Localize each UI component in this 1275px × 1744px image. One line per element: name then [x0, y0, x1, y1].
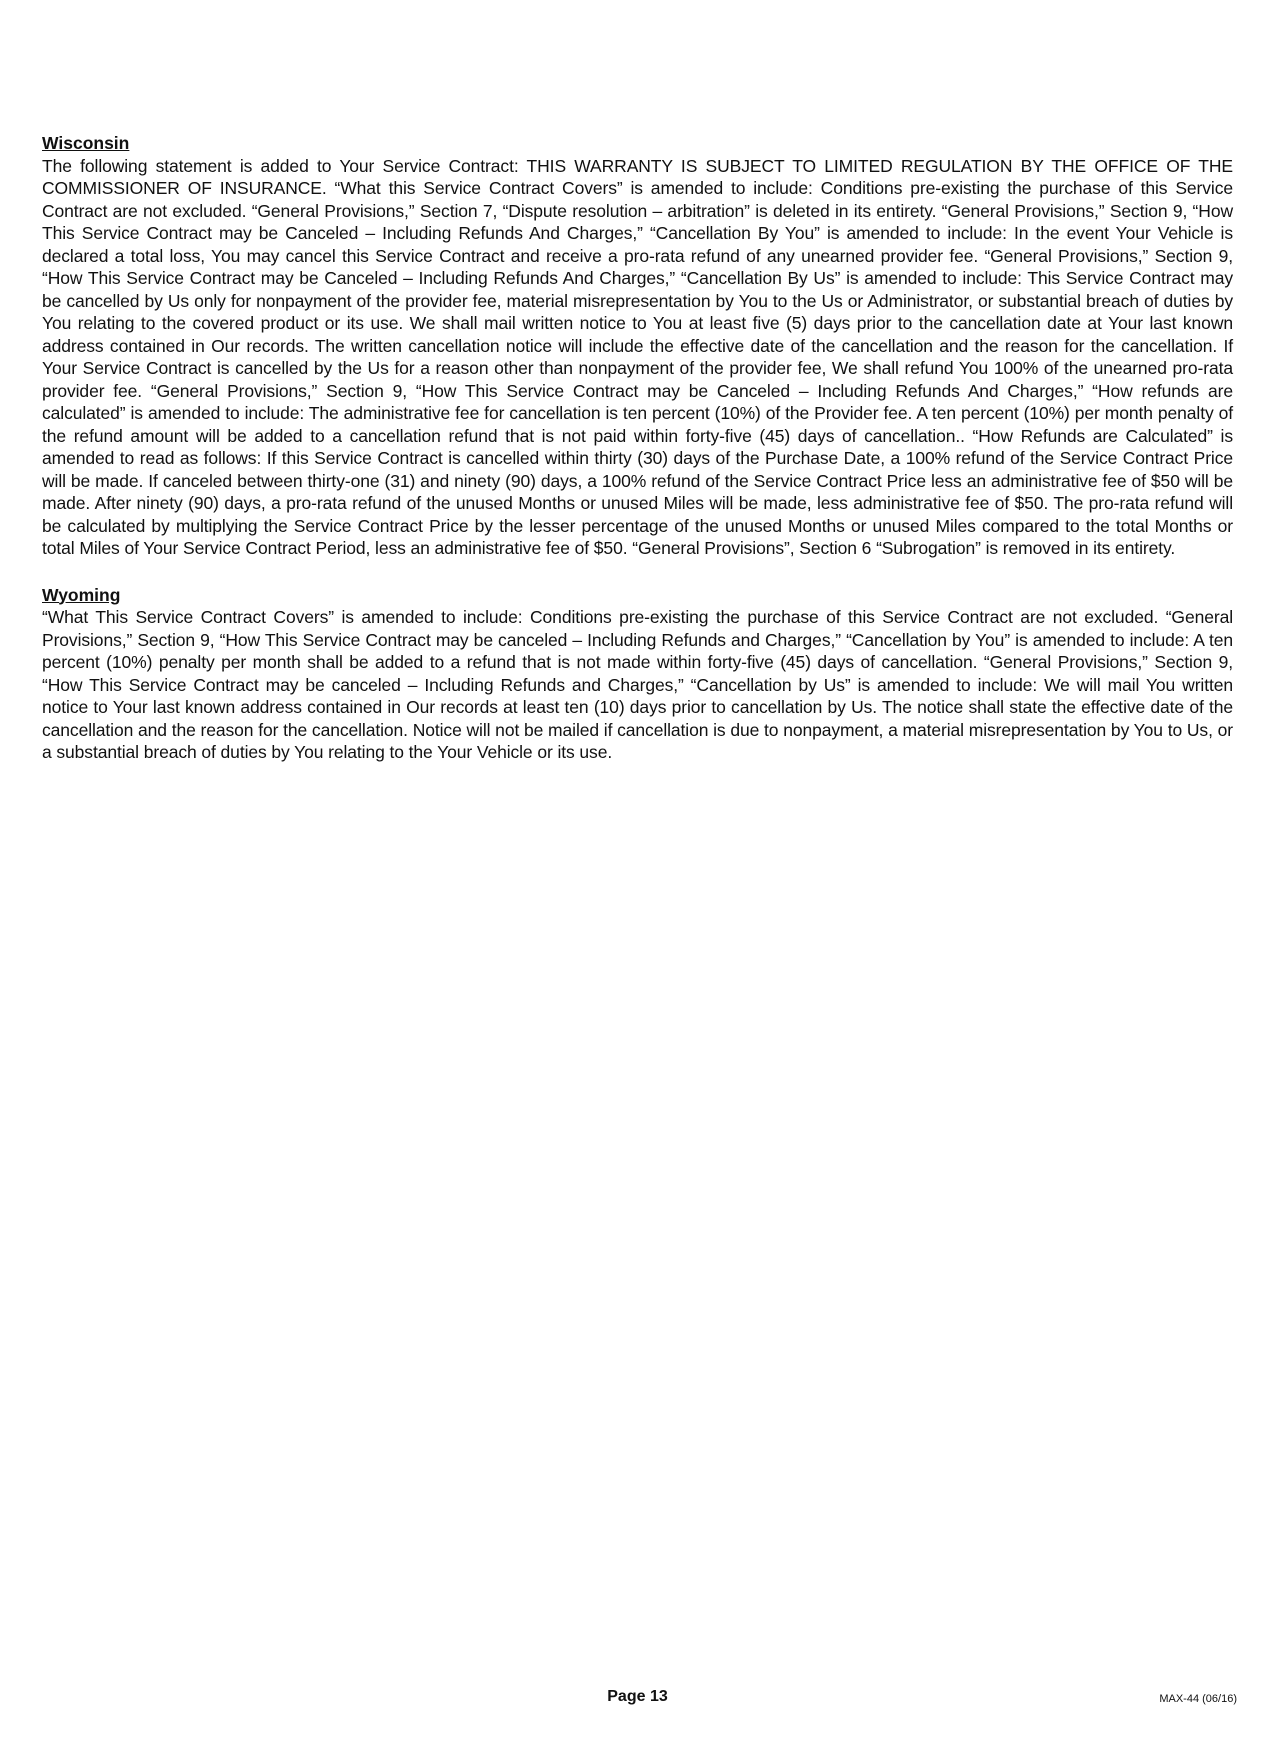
form-code: MAX-44 (06/16) — [1159, 1693, 1237, 1705]
document-content — [42, 132, 1233, 788]
page-number: Page 13 — [607, 1688, 668, 1705]
section-body: The following statement is added to Your Service Contract: THIS WARRANTY IS SUBJECT TO LIMITED REGULATION BY THE OFFICE OF THE COMMISSIONER OF INSURANCE. “What this Service Contract Covers” is amended to include: Conditions pre-existing the purchase of this Service Contract are not excluded. “General Provisions,” Section 7, “Dispute resolution – arbitration” is deleted in its entirety. “General Provisions,” Section 9, “How This Service Contract may be Canceled – Including Refunds And Charges,” “Cancellation By You” is amended to include: In the event Your Vehicle is declared a total loss, You may cancel this Service Contract and receive a pro-rata refund of any unearned provider fee. “General Provisions,” Section 9, “How This Service Contract may be Canceled – Including Refunds And Charges,” “Cancellation By Us” is amended to include: This Service Contract may be cancelled by Us only for nonpayment of the provider fee, material misrepresentation by You to the Us or Administrator, or substantial breach of duties by You relating to the covered product or its use. We shall mail written notice to You at least five (5) days prior to the cancellation date at Your last known address contained in Our records. The written cancellation notice will include the effective date of the cancellation and the reason for the cancellation. If Your Service Contract is cancelled by the Us for a reason other than nonpayment of the provider fee, We shall refund You 100% of the unearned pro-rata provider fee. “General Provisions,” Section 9, “How This Service Contract may be Canceled – Including Refunds And Charges,” “How refunds are calculated” is amended to include: The administrative fee for cancellation is ten percent (10%) of the Provider fee. A ten percent (10%) per month penalty of the refund amount will be added to a cancellation refund that is not paid within forty-five (45) days of cancellation.. “How Refunds are Calculated” is amended to read as follows: If this Service Contract is cancelled within thirty (30) days of the Purchase Date, a 100% refund of the Service Contract Price will be made. If canceled between thirty-one (31) and ninety (90) days, a 100% refund of the Service Contract Price less an administrative fee of $50 will be made. After ninety (90) days, a pro-rata refund of the unused Months or unused Miles will be made, less administrative fee of $50. The pro-rata refund will be calculated by multiplying the Service Contract Price by the lesser percentage of the unused Months or unused Miles compared to the total Months or total Miles of Your Service Contract Period, less an administrative fee of $50. “General Provisions”, Section 6 “Subrogation” is removed in its entirety. — [42, 155, 1233, 558]
section-heading: Wyoming — [42, 584, 121, 605]
section-heading: Wisconsin — [42, 133, 130, 153]
section-wisconsin — [42, 132, 1233, 560]
section-wyoming — [42, 584, 1233, 764]
section-body: “What This Service Contract Covers” is amended to include: Conditions pre-existing the purchase of this Service Contract are not excluded. “General Provisions,” Section 9, “How This Service Contract may be canceled – Including Refunds and Charges,” “Cancellation by You” is amended to include: A ten percent (10%) penalty per month shall be added to a refund that is not made within forty-five (45) days of cancellation. “General Provisions,” Section 9, “How This Service Contract may be canceled – Including Refunds and Charges,” “Cancellation by Us” is amended to include: We will mail You written notice to Your last known address contained in Our records at least ten (10) days prior to cancellation by Us. The notice shall state the effective date of the cancellation and the reason for the cancellation. Notice will not be mailed if cancellation is due to nonpayment, a material misrepresentation by You to Us, or a substantial breach of duties by You relating to the Your Vehicle or its use. — [42, 607, 1233, 762]
